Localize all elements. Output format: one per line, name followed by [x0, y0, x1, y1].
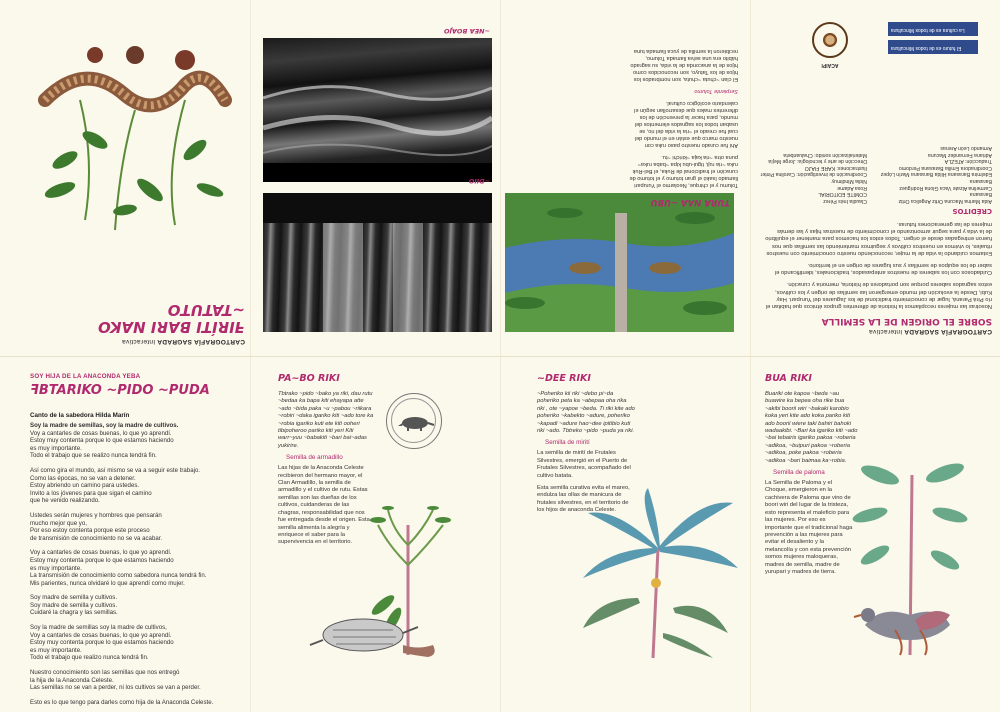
- song-stanza: [30, 467, 230, 505]
- song-line: Voy a cantarles de cosas buenas, lo que yo aprendí.: [30, 631, 172, 639]
- header-small: CARTOGRAFÍA SAGRADA: [157, 338, 245, 345]
- dove-plant-illustration: [840, 455, 980, 660]
- song-line: es muy importante.: [30, 564, 82, 572]
- song-title: Canto de la sabedora Hilda Marín: [30, 412, 130, 419]
- song-line: Estoy muy contenta porque lo que estamos haciendo: [30, 437, 174, 445]
- song-line: es muy importante.: [30, 646, 82, 654]
- right-title: SOBRE EL ORIGEN DE LA SEMILLA: [821, 316, 992, 326]
- middle-sub: Serpiente Tolumo: [694, 88, 738, 94]
- col4-body: La Semilla de Paloma y el Choque, emergieron en la cachivera de Paloma que vino de boori wiri del lugar de la tristeza, esto representa el maleficio para las mujeres. Por eso es importante que el tradicional haga prevención a las mujeres para evitar el desaliento y la melancolía y con esta prevención somos mujeres maloqueras, madres de semilla, madre de yurupari y madres de tierra.: [765, 480, 853, 575]
- top-right-panel: [752, 25, 992, 335]
- col2-title: PA~BO RIKI: [278, 373, 340, 384]
- song-line: Las semillas no se van a perder, ni los cultivos se van a perder.: [30, 684, 201, 692]
- credit-line: Aida Marina Macuna Ortiz Angelica Ortiz Barasana: [898, 191, 992, 204]
- song-stanza: [30, 512, 230, 542]
- col3-sub: Semilla de mirití: [545, 439, 590, 447]
- credit-line: Claudia Inés Pérez: [823, 197, 867, 204]
- credit-line: Materialización sonido: Chaluanbeta: [783, 151, 867, 158]
- song-stanza: [30, 594, 230, 617]
- top-left-title-1: ꟻIRÍTI BARI NAKO: [98, 318, 245, 336]
- song-line: Voy a cantarles de cosas buenas, lo que yo aprendí.: [30, 429, 172, 437]
- col3-body-2: Esta semilla curativa evita el mareo, endulza las ollas de manicura de frutales silvestres, en el territorio de los hijos de anaconda Celeste.: [537, 485, 630, 514]
- top-middle-text: [628, 28, 738, 188]
- song-line: Todo el trabajo que se realizo nunca tendrá fin.: [30, 452, 157, 460]
- song-line: La transmisión de conocimiento como sabedora nunca tendrá fin.: [30, 572, 207, 580]
- song-line: Estoy muy contenta porque lo que estamos haciendo: [30, 556, 174, 564]
- credit-line: Armando León Arenas: [940, 145, 992, 152]
- song-line: Todo el trabajo que realizo nunca tendrá fin.: [30, 654, 149, 662]
- song-stanza: [30, 624, 230, 662]
- song-line: la hija de la Anaconda Celeste.: [30, 676, 114, 684]
- credit-line: Rosa Adame: [837, 184, 867, 191]
- song-stanza: [30, 699, 230, 707]
- top-left-title-2: ~TATUTO: [167, 301, 245, 319]
- song-line: Ustedes serán mujeres y hombres que pensarán: [30, 511, 162, 519]
- credit-line: Carmelina Alzate Vaca Gloria Rodríguez Barasana: [899, 177, 992, 191]
- middle-para-1: Tolumu y el chirque, Neolarmo el Yurupari llamado Isakó el gran totumo y el totumo de curación el tradicional de Ruka, el Bel-Ruk ruka ~ria ruji, tigui-ubu kipa ~baba ruka~ puna otra ~ria kaja ~kirichi ~tu.: [629, 154, 738, 188]
- col2-body: Las hijas de la Anaconda Celeste recibieron del hermano mayor, el Clan Armadillo, la semilla de armadillo y el cultivo de rutu. Estas semillas son las dueñas de los cultivos, cuidanderas de las chagras, responsabilidad que nos fue entregada desde el origen. Esta semilla alimenta la alegría y enriquece el saber para la supervivencia en el territorio.: [278, 465, 370, 546]
- snake-illustration: [25, 40, 235, 240]
- acaipi-logo: [812, 22, 848, 58]
- credit-line: Coordinadora Emilia Barasana Perdomo: [898, 164, 992, 171]
- col3-body-1: La semilla de mirití de Frutales Silvestres, emergió en el Puerto de Frutales Silvestres, acompañado del cultivo batata.: [537, 450, 631, 479]
- col2-sub: Semilla de armadillo: [286, 454, 343, 462]
- acaipi-label: ACAIPI: [821, 62, 839, 68]
- col4-title: BUA RIKI: [765, 373, 812, 384]
- credit-line: Traducción: ATEZLA: [944, 158, 992, 165]
- middle-para-3: El clan ~chuta ~chuta, son nombrados los hijos de los Tatuyo, son reconocidos como hijos de la anaconda de la vida, su sagrado hábito era una selva llamada Tolumo, recibieron la semilla de yuca llamada tuna: [630, 48, 738, 82]
- waterfall-photo: [263, 193, 492, 332]
- song-stanza: [30, 422, 230, 460]
- song-line: Nuestro conocimiento son las semillas que nos entregó: [30, 669, 180, 677]
- credit-line: Edelmira Barasana Hilda Barasana Marín López: [880, 171, 992, 178]
- armadillo-medallion: [386, 393, 442, 449]
- right-header-small: CARTOGRAFÍA SAGRADA: [904, 328, 992, 335]
- credits-title: CRÉDITOS: [952, 206, 992, 215]
- song-line: Soy madre de semilla y cultivos.: [30, 594, 118, 602]
- song-line: Por eso estoy contenta porque este proceso: [30, 527, 150, 535]
- song-stanza: [30, 669, 230, 692]
- song-stanza: [30, 549, 230, 587]
- credit-line: COMITÉ EDITORIAL: [818, 191, 867, 198]
- song-line: de transmisión de conocimiento no se va acabar.: [30, 534, 163, 542]
- right-intro-2: Cuidadosos con los saberes de nuestros antepasados, tradicionales, identificando el saber de los equipos de semillas y sus lugares de origen en el territorio.: [774, 261, 992, 276]
- jungle-label: TURA NAA ~UBU: [650, 197, 730, 207]
- song-line: Así como gira el mundo, así mismo se va a seguir este trabajo.: [30, 466, 201, 474]
- song-line: Soy la madre de semillas, soy la madre de cultivos.: [30, 422, 179, 429]
- header-small-suffix: Interactiva: [121, 338, 156, 345]
- right-intro-3: Estamos cuidando la vida de la mujer, reconociendo nuestro conocimiento con nuestros rituales, lo vivimos en nuestros cultivos y seguimos manteniendo las semillas que nos fueron entregadas desde el origen. Todos estos los hacemos para mantener el equilibrio de la vida y para seguir armonizando el conocimiento de nuestras hijas y las demás mujeres de las generaciones futuras.: [765, 220, 992, 256]
- col2-verse: Tbtrako ~pido ~bako ya riki, dau rutu ~bedaa ka bapa kiti ehayapa atte ~ado ~bida paka ~u ~pabou ~riikara ~robiri ~daka igariko kiti ~ado tore ka ~robia igariko kuti ete kiti ooheri tibipoheroo pariko kiti yeri Kiti warr~yuu ~babakiti ~bari bai~adas yukirire.: [278, 391, 374, 449]
- song-line: Soy la madre de semillas soy la madre de cultivos,: [30, 624, 167, 632]
- credit-line: Adriana Fernandez Macuna: [927, 151, 992, 158]
- song-line: Estoy muy contenta porque lo que estamos haciendo: [30, 639, 174, 647]
- song-line: Voy a cantarles de cosas buenas, lo que yo aprendí.: [30, 549, 172, 557]
- col3-verse: ~Poheriko kii riki ~debo pi~da poheriko peta ka ~abepaa oha rika riki , ote ~yapoe ~beda. Ti riki kite ado poheriko ~kabekto ~adure, poheriko ~kapadi ~adure hao~dee ipitibio kuti riki ~ado. Tbtreko ~pido ~puda ya riki.: [537, 391, 635, 435]
- song-line: Mis parientes, nunca olvidaré lo que aprendí como mujer.: [30, 579, 185, 587]
- credit-line: Ilustraciones: KARE FIAJO: [804, 164, 867, 171]
- credit-line: Coordinación de investigación: Carolina Pinter: [760, 171, 867, 178]
- fold-line-horizontal: [0, 356, 1000, 357]
- waterfall-label: ~DIIO: [468, 177, 490, 185]
- credits-list: [752, 144, 992, 203]
- armadillo-plant-illustration: [308, 505, 468, 660]
- credit-line: Nidia Mindimuy: [831, 177, 867, 184]
- song-line: que he venido realizando.: [30, 497, 100, 505]
- song-line: Cuidaré la chagra y las semillas.: [30, 609, 118, 617]
- mincultura-logo-1: La cultura es de todos Mincultura: [888, 22, 978, 36]
- jungle-painting: [505, 193, 734, 332]
- top-left-title-block: [60, 285, 245, 345]
- right-intro-1: Nosotras las mujeres recopilamos la historia de diferentes grupos étnicos que habitan el río Pirá Paraná, lugar de conocimiento tradicional de los Jaguares del Yurupari. Hay Kubi, Desde la evolución del mundo emergieron las semillas de origen y los cultivos, estos sagrados saberes porque son portadores de historia, memoria y curación.: [765, 281, 992, 309]
- col1-kicker: SOY HIJA DE LA ANACONDA YEBA: [30, 373, 141, 380]
- col4-sub: Semilla de paloma: [773, 469, 825, 477]
- song-line: Como las épocas, no se van a detener.: [30, 474, 136, 482]
- col3-title: ~DEE RIKI: [537, 373, 591, 384]
- middle-para-2: Ahí fue curado nuestro paso ruka con nuestro marco que están en el mundo del cual fue creado el ~ria la vida del rio, se usaban todos los sagrados elementos del mundo, para hacer la prevención de los diferentes males que desarrollan según el calendario ecológico cultural.: [634, 100, 738, 148]
- palm-illustration: [578, 488, 743, 663]
- right-header-suffix: Interactiva: [868, 328, 903, 335]
- song-line: es muy importante.: [30, 444, 82, 452]
- song-line: Esto es lo que tengo para darles como hija de la Anaconda Celeste.: [30, 698, 214, 706]
- waves-photo: [263, 38, 492, 182]
- armadillo-icon: [395, 412, 435, 432]
- credit-line: Dirección de arte y tecnología: Jorge Mejía: [768, 158, 867, 165]
- col1: [30, 373, 240, 712]
- song-line: Invito a los jóvenes para que sigan el camino: [30, 489, 152, 497]
- song-line: Estoy abriendo un camino para ustedes.: [30, 482, 140, 490]
- waves-label: ~NEA BOAJO: [443, 27, 490, 35]
- col1-title: ꟻBTARIKO ~PIDO ~PUDA: [30, 383, 210, 398]
- song-line: Soy madre de semilla y cultivos.: [30, 601, 118, 609]
- mincultura-logo-2: El futuro es de todos Mincultura: [888, 40, 978, 54]
- song-stanzas: [30, 422, 230, 706]
- col4-verse: Buariki ote kapoa ~beda ~au buawire ka bepea oha rike bua ~akibi boorii wiri ~bakaki karobio koka yeri kite ado koka pariko kiti ado boorii wiere taki bahiri bahoki wadaakibi. ~Bari ka igariko kiti ~ado ~bai tebairis igariko pakoa ~roberia ~adikoa, ~buipuri pakoa ~roberia ~adikoa, poke pakoa ~roberia ~adikoa ~bari baimaa ka~robia.: [765, 391, 858, 464]
- song-line: mucho mejor que yo,: [30, 519, 87, 527]
